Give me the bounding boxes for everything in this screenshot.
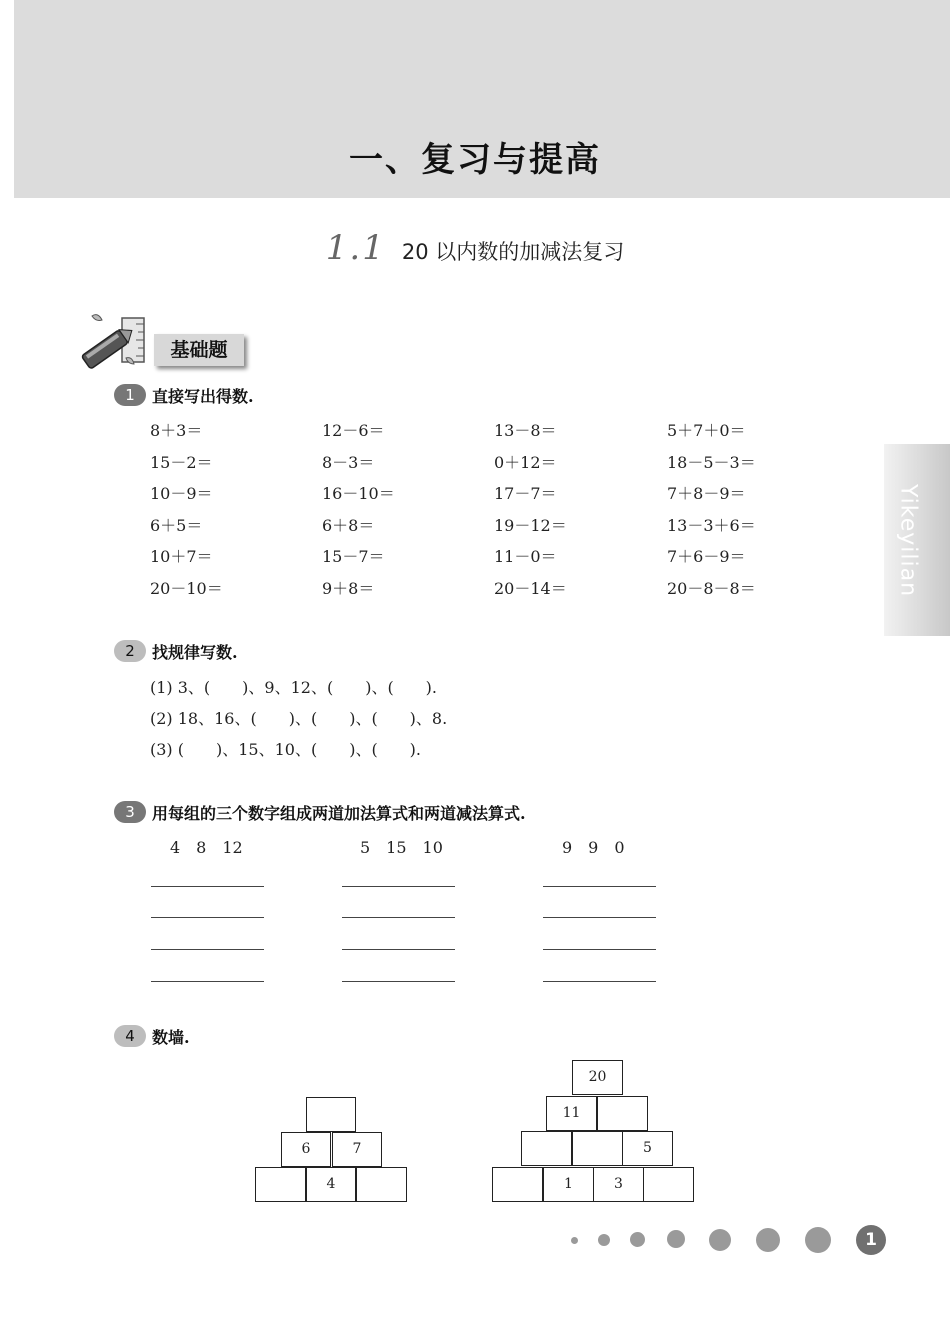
sequence-line: (3) ( )、15、10、( )、( ). [150,740,422,759]
calc-item: 18－5－3＝ [667,453,756,472]
decor-dot [709,1229,731,1251]
question-3-heading [114,800,526,824]
calc-item: 16－10＝ [322,484,395,503]
calc-item: 8－3＝ [322,453,375,472]
calc-item: 6＋8＝ [322,516,375,535]
calc-item: 0＋12＝ [494,453,557,472]
decor-dot [805,1227,831,1253]
section-title: 20 以内数的加减法复习 [401,240,625,264]
basic-questions-label: 基础题 [154,334,244,366]
calc-item: 20－10＝ [150,579,223,598]
question-title: 数墙. [152,1027,190,1047]
answer-blank[interactable] [543,917,656,918]
question-4-heading [114,1024,190,1048]
wall-cell[interactable] [356,1167,407,1202]
answer-blank[interactable] [151,917,264,918]
calc-item: 17－7＝ [494,484,557,503]
answer-blank[interactable] [342,917,455,918]
calc-item: 15－2＝ [150,453,213,472]
decor-dot [667,1230,685,1248]
wall-cell[interactable] [572,1131,623,1166]
wall-cell[interactable]: 1 [543,1167,594,1202]
question-number-badge: 3 [114,801,146,823]
decor-dot [756,1228,780,1252]
calc-item: 10－9＝ [150,484,213,503]
answer-blank[interactable] [342,949,455,950]
answer-blank[interactable] [543,949,656,950]
calc-item: 8＋3＝ [150,421,203,440]
number-group: 9 9 0 [562,838,625,857]
calc-item: 11－0＝ [494,547,557,566]
wall-cell[interactable] [492,1167,543,1202]
answer-blank[interactable] [543,886,656,887]
wall-cell[interactable]: 11 [546,1096,597,1131]
wall-cell[interactable]: 20 [572,1060,623,1095]
answer-blank[interactable] [342,886,455,887]
decor-dot [598,1234,610,1246]
wall-cell[interactable]: 4 [306,1167,356,1202]
side-tab-text: Yikeyilian [895,483,921,598]
calc-item: 10＋7＝ [150,547,213,566]
calc-item: 9＋8＝ [322,579,375,598]
decor-dot [571,1237,578,1244]
section-heading [0,228,950,268]
section-number: 1.1 [325,228,386,268]
answer-blank[interactable] [342,981,455,982]
answer-blank[interactable] [151,949,264,950]
answer-blank[interactable] [151,981,264,982]
calc-item: 6＋5＝ [150,516,203,535]
question-title: 用每组的三个数字组成两道加法算式和两道减法算式. [152,803,526,823]
question-2-heading [114,639,238,663]
question-number-badge: 2 [114,640,146,662]
decor-dot [630,1232,645,1247]
sequence-line: (2) 18、16、( )、( )、( )、8. [150,709,448,728]
chapter-title: 一、复习与提高 [349,140,601,180]
calc-item: 12－6＝ [322,421,385,440]
question-number-badge: 4 [114,1025,146,1047]
wall-cell[interactable] [521,1131,572,1166]
wall-cell[interactable] [306,1097,356,1132]
question-1-heading [114,383,254,407]
question-title: 直接写出得数. [152,386,254,406]
calc-item: 13－8＝ [494,421,557,440]
calc-item: 7＋8－9＝ [667,484,746,503]
calc-item: 5＋7＋0＝ [667,421,746,440]
calc-item: 15－7＝ [322,547,385,566]
wall-cell[interactable] [597,1096,648,1131]
answer-blank[interactable] [543,981,656,982]
number-group: 5 15 10 [360,838,443,857]
calc-item: 19－12＝ [494,516,567,535]
calc-item: 20－14＝ [494,579,567,598]
wall-cell[interactable]: 7 [332,1132,382,1167]
pencil-ruler-icon [74,310,154,370]
calc-item: 20－8－8＝ [667,579,756,598]
sequence-line: (1) 3、( )、9、12、( )、( ). [150,678,438,697]
wall-cell[interactable]: 3 [593,1167,644,1202]
calc-item: 7＋6－9＝ [667,547,746,566]
wall-cell[interactable]: 6 [281,1132,331,1167]
calc-item: 13－3＋6＝ [667,516,756,535]
wall-cell[interactable]: 5 [622,1131,673,1166]
number-group: 4 8 12 [170,838,243,857]
answer-blank[interactable] [151,886,264,887]
question-number-badge: 1 [114,384,146,406]
wall-cell[interactable] [255,1167,306,1202]
page-number: 1 [856,1225,886,1255]
wall-cell[interactable] [643,1167,694,1202]
question-title: 找规律写数. [152,642,238,662]
